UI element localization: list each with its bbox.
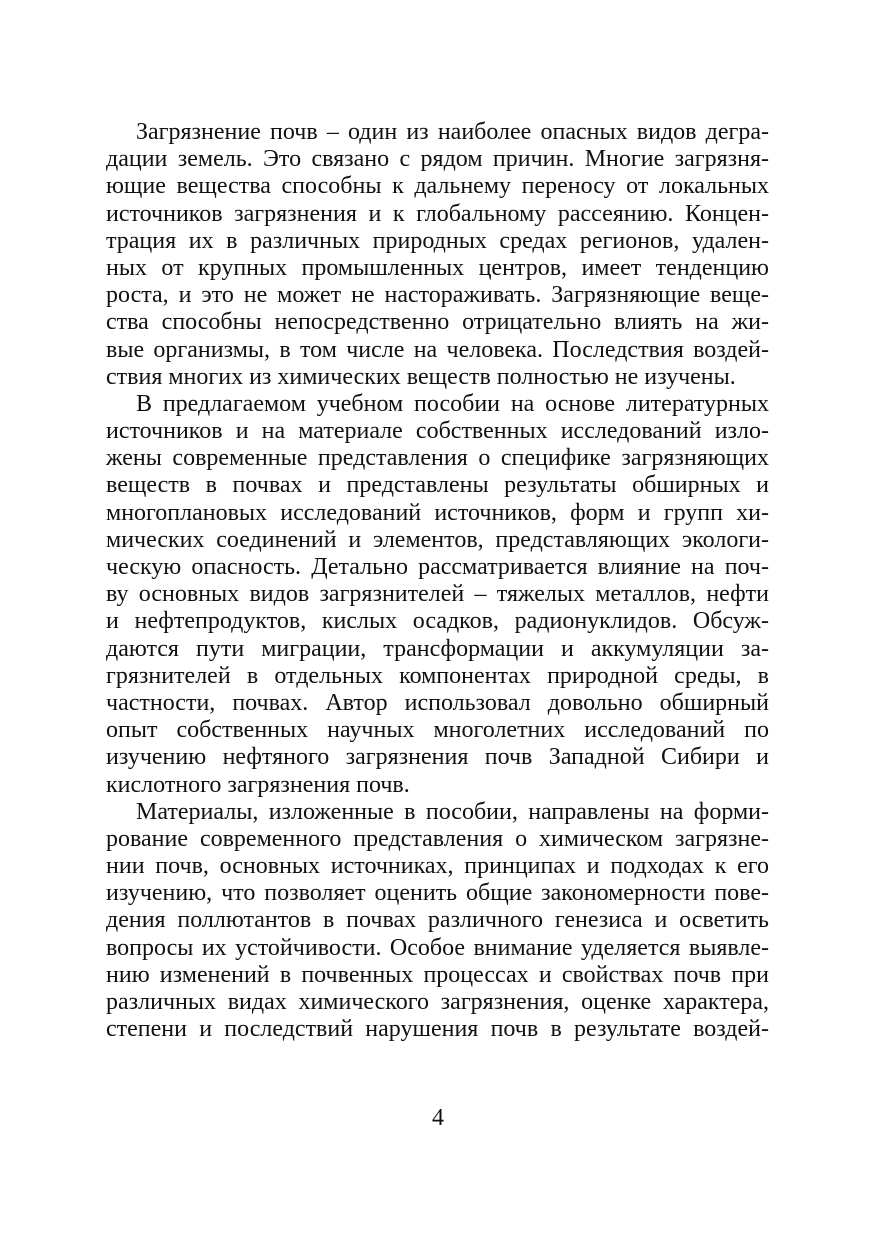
- text-line: В предлагаемом учебном пособии на основе литературных: [136, 390, 769, 417]
- text-line: вые организмы, в том числе на человека. Последствия воздей-: [106, 336, 769, 363]
- text-line: источников загрязнения и к глобальному рассеянию. Концен-: [106, 200, 769, 227]
- text-line: изучению нефтяного загрязнения почв Западной Сибири и: [106, 744, 769, 771]
- text-line: ства способны непосредственно отрицательно влиять на жи-: [106, 309, 769, 336]
- text-line: ных от крупных промышленных центров, имеет тенденцию: [106, 254, 769, 281]
- text-line: ствия многих из химических веществ полностью не изучены.: [106, 363, 736, 390]
- text-line: нии почв, основных источниках, принципах и подходах к его: [106, 853, 769, 880]
- text-line: веществ в почвах и представлены результаты обширных и: [106, 472, 769, 499]
- text-line: частности, почвах. Автор использовал довольно обширный: [106, 689, 769, 716]
- text-line: мических соединений и элементов, представляющих экологи-: [106, 526, 769, 553]
- text-line: ву основных видов загрязнителей – тяжелых металлов, нефти: [106, 581, 769, 608]
- text-line: грязнителей в отдельных компонентах природной среды, в: [106, 662, 769, 689]
- text-line: различных видах химического загрязнения, оценке характера,: [106, 989, 769, 1015]
- text-line: ющие вещества способны к дальнему переносу от локальных: [106, 173, 769, 200]
- text-line: жены современные представления о специфике загрязняющих: [106, 445, 769, 472]
- text-line: степени и последствий нарушения почв в результате воздей-: [106, 1016, 769, 1043]
- text-line: дения поллютантов в почвах различного генезиса и осветить: [106, 907, 769, 934]
- page-number: 4: [432, 1105, 444, 1131]
- text-line: многоплановых исследований источников, форм и групп хи-: [106, 499, 769, 526]
- text-line: и нефтепродуктов, кислых осадков, радионуклидов. Обсуж-: [106, 608, 769, 635]
- text-line: ческую опасность. Детально рассматривается влияние на поч-: [106, 554, 769, 580]
- text-line: трация их в различных природных средах регионов, удален-: [106, 227, 769, 254]
- text-line: вопросы их устойчивости. Особое внимание уделяется выявле-: [106, 934, 769, 961]
- paragraph-3: [106, 799, 769, 1044]
- text-line: дации земель. Это связано с рядом причин. Многие загрязня-: [106, 146, 769, 173]
- text-line: рование современного представления о химическом загрязне-: [106, 825, 769, 852]
- body-text: [106, 119, 769, 1043]
- text-line: опыт собственных научных многолетних исследований по: [106, 717, 769, 744]
- paragraph-2: [106, 391, 769, 799]
- text-line: Загрязнение почв – один из наиболее опасных видов дегра-: [136, 119, 769, 145]
- text-line: роста, и это не может не настораживать. Загрязняющие веще-: [106, 282, 769, 309]
- text-line: нию изменений в почвенных процессах и свойствах почв при: [106, 961, 769, 988]
- text-line: изучению, что позволяет оценить общие закономерности пове-: [106, 880, 769, 907]
- text-line: Материалы, изложенные в пособии, направлены на форми-: [136, 798, 769, 825]
- text-line: кислотного загрязнения почв.: [106, 771, 410, 798]
- text-line: даются пути миграции, трансформации и аккумуляции за-: [106, 635, 769, 662]
- paragraph-1: [106, 119, 769, 391]
- text-line: источников и на материале собственных исследований изло-: [106, 418, 769, 445]
